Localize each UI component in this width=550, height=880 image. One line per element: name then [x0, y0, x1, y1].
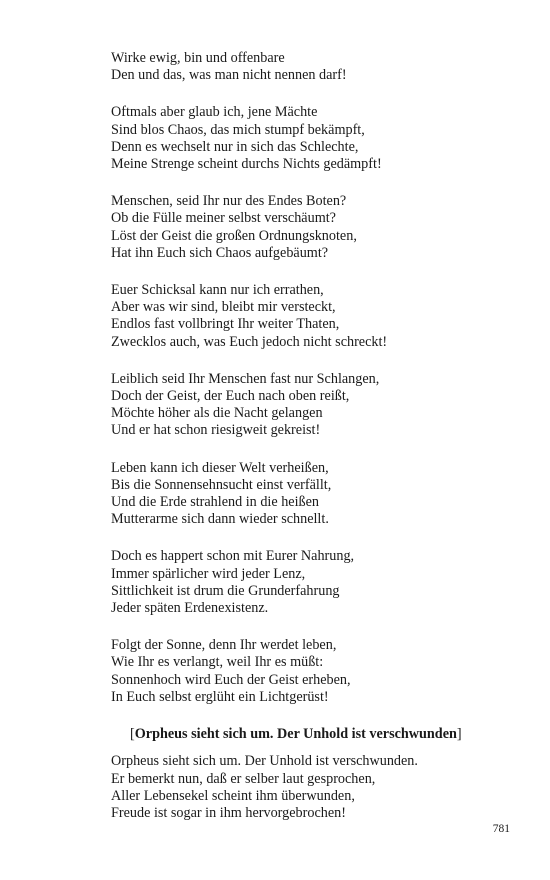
verse-line: Meine Strenge scheint durchs Nichts gedämpft!	[111, 156, 382, 173]
verse-line: Leben kann ich dieser Welt verheißen,	[111, 459, 329, 476]
verse-line: Denn es wechselt nur in sich das Schlechte,	[111, 138, 359, 155]
verse-line: Euer Schicksal kann nur ich errathen,	[111, 282, 324, 299]
verse-line: Sind blos Chaos, das mich stumpf bekämpft,	[111, 121, 365, 138]
stanza	[111, 193, 511, 262]
verse-line: Zwecklos auch, was Euch jedoch nicht schreckt!	[111, 333, 388, 350]
stage-direction-heading	[130, 726, 511, 743]
poem	[111, 50, 511, 706]
verse-line: Endlos fast vollbringt Ihr weiter Thaten,	[111, 316, 340, 333]
verse-line: Den und das, was man nicht nennen darf!	[111, 67, 347, 84]
verse-line: Menschen, seid Ihr nur des Endes Boten?	[111, 193, 347, 210]
verse-line: Wirke ewig, bin und offenbare	[111, 50, 285, 66]
verse-line: Doch der Geist, der Euch nach oben reißt,	[111, 388, 350, 405]
verse-line: Hat ihn Euch sich Chaos aufgebäumt?	[111, 244, 329, 261]
page-number: 781	[492, 823, 510, 835]
verse-line: Mutterarme sich dann wieder schnellt.	[111, 511, 329, 528]
verse-line: Doch es happert schon mit Eurer Nahrung,	[111, 548, 355, 565]
verse-line: Leiblich seid Ihr Menschen fast nur Schlangen,	[111, 370, 380, 387]
stanza	[111, 50, 511, 84]
verse-line: Aller Lebensekel scheint ihm überwunden,	[111, 787, 355, 804]
verse-line: Freude ist sogar in ihm hervorgebrochen!	[111, 804, 346, 821]
verse-line: Immer spärlicher wird jeder Lenz,	[111, 565, 306, 582]
stanza	[111, 637, 511, 706]
verse-line: Möchte höher als die Nacht gelangen	[111, 405, 323, 422]
page-body	[111, 50, 511, 842]
closing-stanza	[111, 753, 511, 822]
verse-line: Sonnenhoch wird Euch der Geist erheben,	[111, 671, 351, 688]
verse-line: Orpheus sieht sich um. Der Unhold ist verschwunden.	[111, 753, 418, 770]
close-bracket: ]	[456, 726, 462, 743]
verse-line: Löst der Geist die großen Ordnungsknoten,	[111, 227, 357, 244]
verse-line: Aber was wir sind, bleibt mir versteckt,	[111, 299, 336, 316]
verse-line: Wie Ihr es verlangt, weil Ihr es müßt:	[111, 654, 324, 671]
verse-line: Jeder späten Erdenexistenz.	[111, 600, 269, 617]
stanza	[111, 104, 511, 173]
heading-text: Orpheus sieht sich um. Der Unhold ist verschwunden	[134, 726, 457, 743]
stanza	[111, 282, 511, 351]
verse-line: In Euch selbst erglüht ein Lichtgerüst!	[111, 688, 329, 705]
verse-line: Oftmals aber glaub ich, jene Mächte	[111, 104, 318, 121]
stanza	[111, 460, 511, 529]
verse-line: Folgt der Sonne, denn Ihr werdet leben,	[111, 637, 337, 654]
stanza	[111, 548, 511, 617]
verse-line: Bis die Sonnensehnsucht einst verfällt,	[111, 476, 332, 493]
verse-line: Und die Erde strahlend in die heißen	[111, 494, 320, 511]
verse-line: Er bemerkt nun, daß er selber laut gesprochen,	[111, 770, 376, 787]
open-bracket: [	[130, 726, 135, 743]
verse-line: Ob die Fülle meiner selbst verschäumt?	[111, 210, 336, 227]
verse-line: Und er hat schon riesigweit gekreist!	[111, 422, 321, 439]
verse-line: Sittlichkeit ist drum die Grunderfahrung	[111, 582, 340, 599]
stanza	[111, 371, 511, 440]
